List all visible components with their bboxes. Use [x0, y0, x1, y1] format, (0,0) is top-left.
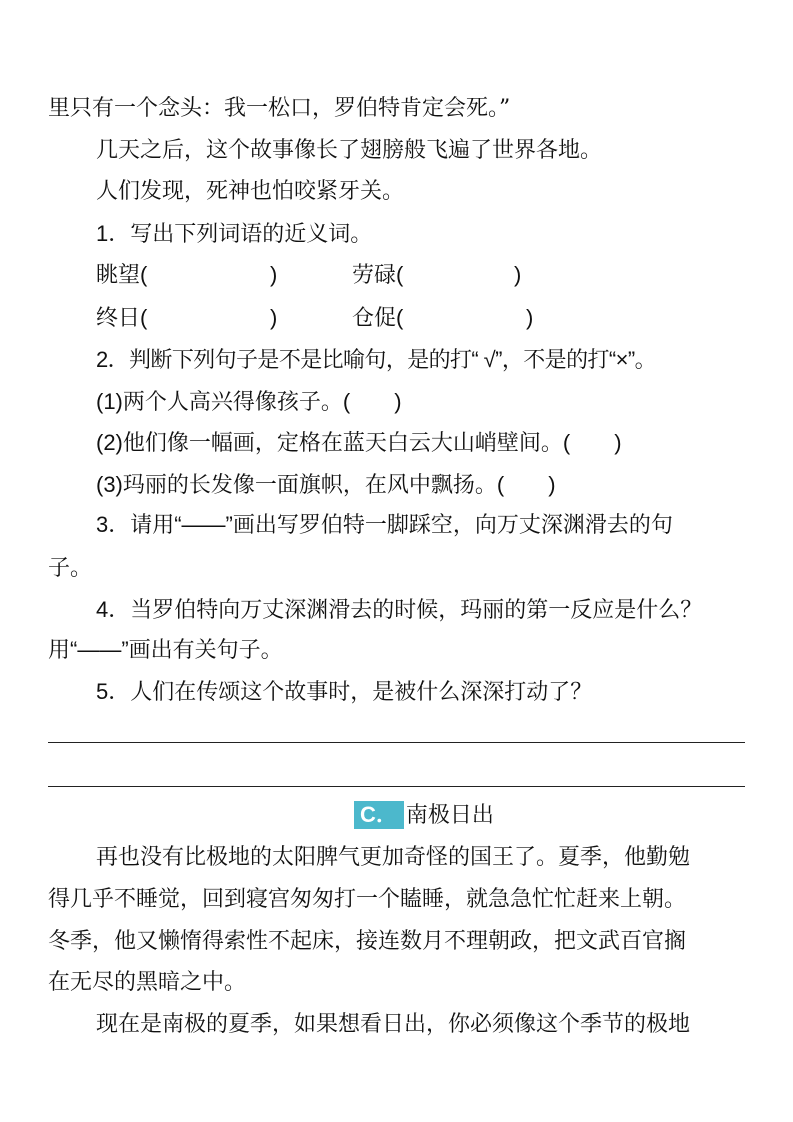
question-2-item: (2)他们像一幅画，定格在蓝天白云大山峭壁间。( ): [96, 430, 622, 455]
section-heading: [354, 801, 494, 829]
question-5-prompt: 5．人们在传颂这个故事时，是被什么深深打动了？: [96, 679, 593, 704]
section-title: 南极日出: [405, 802, 494, 827]
passage-line: 现在是南极的夏季，如果想看日出，你必须像这个季节的极地: [96, 1012, 691, 1037]
word-label: 眺望(: [96, 262, 148, 287]
passage-line: 冬季，他又懒惰得索性不起床，接连数月不理朝政，把文武百官搁: [48, 929, 687, 954]
section-badge: C．: [354, 801, 404, 829]
passage-line: 人们发现，死神也怕咬紧牙关。: [96, 179, 405, 204]
answer-blank-close[interactable]: ): [526, 305, 534, 330]
word-label: 劳碌(: [352, 262, 404, 287]
answer-line[interactable]: [48, 742, 745, 743]
question-3-prompt: 3．请用“——”画出写罗伯特一脚踩空，向万丈深渊滑去的句: [96, 512, 673, 537]
passage-line: 再也没有比极地的太阳脾气更加奇怪的国王了。夏季，他勤勉: [96, 845, 691, 870]
question-4-prompt: 4．当罗伯特向万丈深渊滑去的时候，玛丽的第一反应是什么？: [96, 597, 703, 622]
passage-line: 得几乎不睡觉，回到寝宫匆匆打一个瞌睡，就急急忙忙赶来上朝。: [48, 887, 687, 912]
word-label: 终日(: [96, 305, 148, 330]
question-1-prompt: 1．写出下列词语的近义词。: [96, 221, 373, 246]
answer-line[interactable]: [48, 786, 745, 787]
synonym-row: [96, 261, 521, 289]
question-4-prompt-cont: 用“——”画出有关句子。: [48, 637, 283, 662]
answer-blank-close[interactable]: ): [270, 305, 278, 330]
word-label: 仓促(: [352, 305, 404, 330]
question-2-item: (1)两个人高兴得像孩子。( ): [96, 389, 402, 414]
question-3-prompt-cont: 子。: [48, 555, 93, 580]
question-2-item: (3)玛丽的长发像一面旗帜，在风中飘扬。( ): [96, 472, 556, 497]
question-2-prompt: 2．判断下列句子是不是比喻句，是的打“ √”，不是的打“×”。: [96, 347, 656, 372]
passage-line: 在无尽的黑暗之中。: [48, 970, 247, 995]
passage-line: 几天之后，这个故事像长了翅膀般飞遍了世界各地。: [96, 138, 603, 163]
answer-blank-close[interactable]: ): [514, 262, 522, 287]
answer-blank-close[interactable]: ): [270, 262, 278, 287]
passage-line: 里只有一个念头：我一松口，罗伯特肯定会死。”: [48, 96, 511, 121]
synonym-row: [96, 304, 533, 332]
